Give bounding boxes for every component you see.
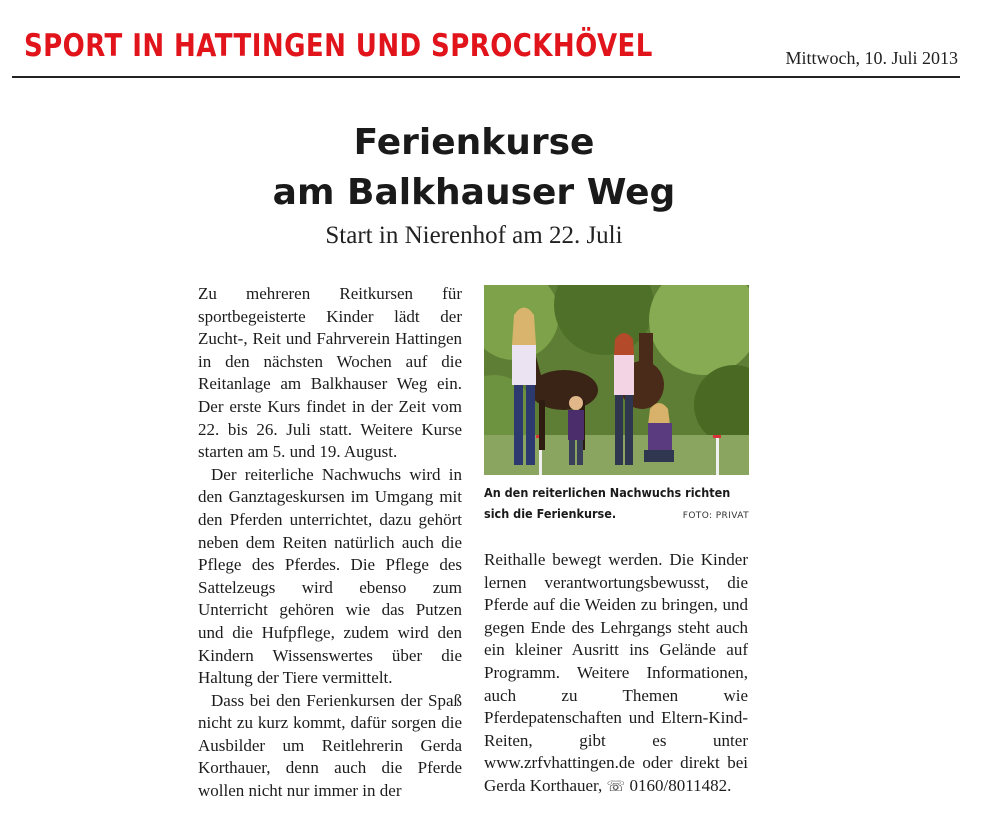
phone-number: 0160/8011482. (629, 775, 732, 795)
article-subheadline: Start in Nierenhof am 22. Juli (325, 222, 623, 249)
photo-credit: FOTO: PRIVAT (682, 511, 749, 521)
article-headline (0, 118, 948, 218)
telephone-icon: ☏ (606, 776, 626, 795)
headline-line-1: Ferienkurse (353, 122, 595, 163)
caption-row (484, 503, 749, 527)
article-column-left (198, 283, 462, 803)
caption-line-2: sich die Ferienkurse. (484, 506, 617, 521)
continued-text: Reithalle bewegt werden. Die Kinder lernen verantwortungsbewusst, die Pferde auf die Weiden zu bringen, und gegen Ende des Lehrgangs steht auch ein kleiner Ausritt ins Gelände auf Programm. Weitere Informationen, auch zu Themen wie Pferdepatenschaften und Eltern-Kind-Reiten, gibt es unter www.zrfvhattingen.de oder direkt bei Gerda Korthauer, (484, 550, 748, 795)
article-column-right (484, 549, 748, 798)
photo-caption (484, 482, 749, 527)
article-paragraph: Zu mehreren Reitkursen für sportbegeisterte Kinder lädt der Zucht-, Reit und Fahrverein Hattingen in den nächsten Wochen auf die Reitanlage am Balkhauser Weg ein. Der erste Kurs findet in der Zeit vom 22. bis 26. Juli statt. Weitere Kurse starten am 5. und 19. August. (198, 284, 462, 462)
article-paragraph: Dass bei den Ferienkursen der Spaß nicht zu kurz kommt, dafür sorgen die Ausbilder um Reitlehrerin Gerda Korthauer, denn auch die Pferde wollen nicht nur immer in der (198, 690, 462, 801)
caption-line-1: An den reiterlichen Nachwuchs richten (484, 485, 731, 500)
article-paragraph: Der reiterliche Nachwuchs wird in den Ganztageskursen im Umgang mit den Pferden unterrichtet, dazu gehört neben dem Reiten natürlich auch die Pflege des Pferdes. Die Pflege des Sattelzeugs wird ebenso zum Unterricht gehören wie das Putzen und die Hufpflege, zudem wird den Kindern Wissenswertes über die Haltung der Tiere vermittelt. (198, 464, 462, 688)
headline-line-2: am Balkhauser Weg (272, 172, 676, 213)
photo-children-with-horses (484, 285, 749, 475)
header-rule (12, 76, 960, 78)
issue-date: Mittwoch, 10. Juli 2013 (785, 48, 958, 68)
article-paragraph-continued (484, 549, 748, 798)
article-photo (484, 285, 749, 475)
section-masthead: SPORT IN HATTINGEN UND SPROCKHÖVEL (24, 28, 653, 64)
